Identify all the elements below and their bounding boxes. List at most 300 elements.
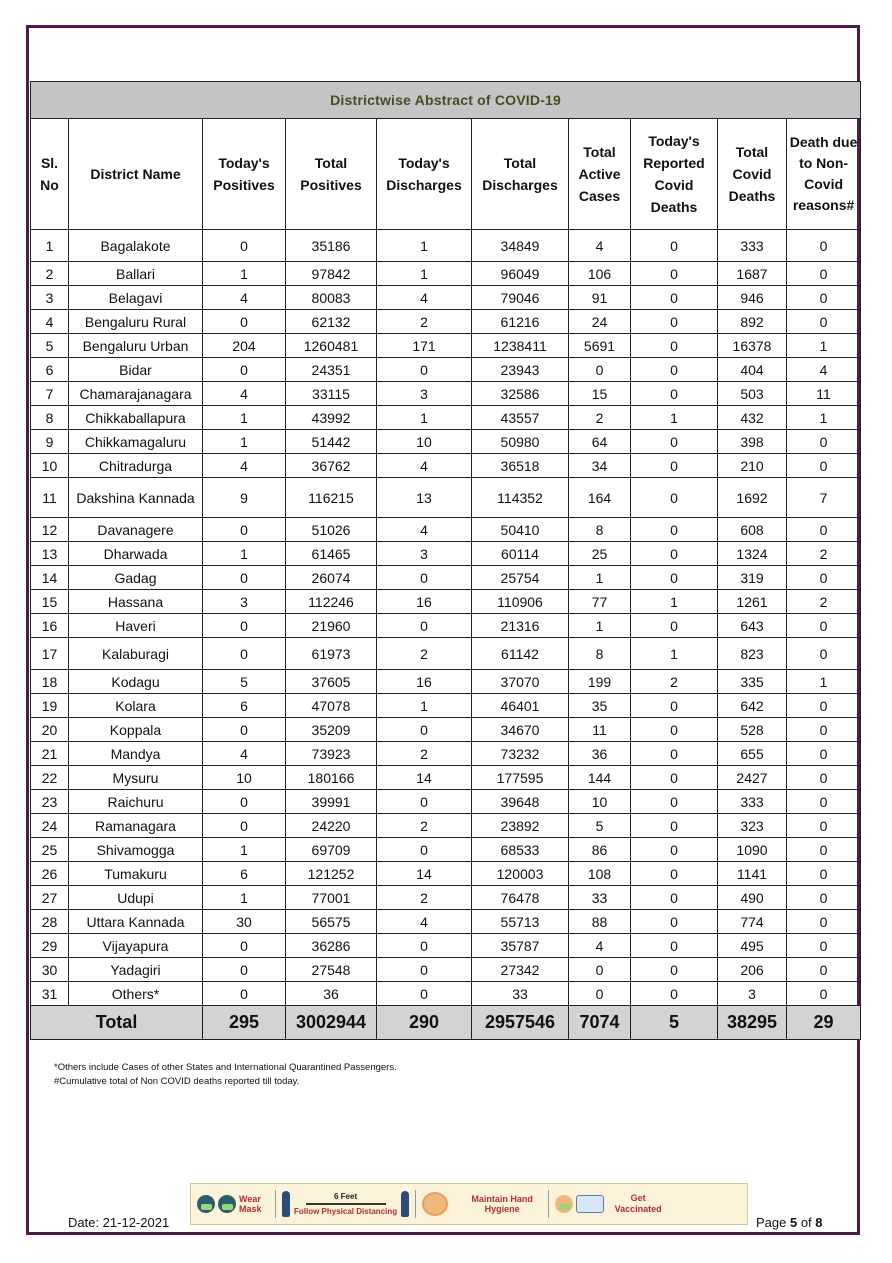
- table-row: [31, 910, 861, 934]
- cell-total-positives: 47078: [286, 694, 377, 718]
- cell-total-deaths: 1324: [718, 542, 787, 566]
- cell-sl-no: 13: [31, 542, 69, 566]
- cell-non-covid-deaths: 2: [787, 542, 861, 566]
- cell-total-deaths: 319: [718, 566, 787, 590]
- cell-active-cases: 10: [569, 790, 631, 814]
- cell-todays-discharges: 1: [377, 694, 472, 718]
- cell-active-cases: 34: [569, 454, 631, 478]
- table-row: [31, 454, 861, 478]
- cell-todays-discharges: 4: [377, 518, 472, 542]
- cell-non-covid-deaths: 0: [787, 518, 861, 542]
- cell-active-cases: 1: [569, 566, 631, 590]
- cell-total-discharges: 37070: [472, 670, 569, 694]
- cell-todays-positives: 204: [203, 334, 286, 358]
- cell-non-covid-deaths: 0: [787, 230, 861, 262]
- cell-non-covid-deaths: 0: [787, 286, 861, 310]
- covid-abstract-table: [30, 81, 861, 1040]
- cell-district-name: Vijayapura: [69, 934, 203, 958]
- distance-arrow-icon: [306, 1203, 386, 1205]
- cell-total-discharges: 32586: [472, 382, 569, 406]
- col-header-sl-no: Sl. No: [31, 119, 69, 230]
- page-prefix: Page: [756, 1215, 790, 1230]
- cell-todays-deaths: 0: [631, 518, 718, 542]
- cell-district-name: Others*: [69, 982, 203, 1006]
- cell-total-positives: 24351: [286, 358, 377, 382]
- patient-icon: [555, 1195, 573, 1213]
- cell-total-discharges: 23943: [472, 358, 569, 382]
- safety-banner: [190, 1183, 748, 1225]
- cell-total-deaths: 823: [718, 638, 787, 670]
- cell-total-deaths: 642: [718, 694, 787, 718]
- cell-todays-deaths: 0: [631, 694, 718, 718]
- cell-district-name: Chikkaballapura: [69, 406, 203, 430]
- col-header-non-covid-deaths: Death due to Non-Covid reasons#: [787, 119, 861, 230]
- cell-total-discharges: 79046: [472, 286, 569, 310]
- cell-sl-no: 16: [31, 614, 69, 638]
- cell-todays-positives: 0: [203, 790, 286, 814]
- cell-todays-deaths: 0: [631, 478, 718, 518]
- col-header-todays-deaths: Today's Reported Covid Deaths: [631, 119, 718, 230]
- cell-sl-no: 27: [31, 886, 69, 910]
- cell-sl-no: 2: [31, 262, 69, 286]
- cell-district-name: Gadag: [69, 566, 203, 590]
- cell-sl-no: 17: [31, 638, 69, 670]
- cell-total-discharges: 114352: [472, 478, 569, 518]
- cell-active-cases: 64: [569, 430, 631, 454]
- cell-todays-positives: 0: [203, 614, 286, 638]
- cell-total-positives: 112246: [286, 590, 377, 614]
- cell-total-deaths: 495: [718, 934, 787, 958]
- total-todays-deaths: 5: [631, 1006, 718, 1040]
- col-header-todays-positives: Today's Positives: [203, 119, 286, 230]
- cell-district-name: Bagalakote: [69, 230, 203, 262]
- cell-todays-discharges: 1: [377, 406, 472, 430]
- cell-district-name: Dakshina Kannada: [69, 478, 203, 518]
- table-body: [31, 230, 861, 1006]
- total-label: Total: [31, 1006, 203, 1040]
- total-todays-positives: 295: [203, 1006, 286, 1040]
- cell-sl-no: 28: [31, 910, 69, 934]
- cell-district-name: Davanagere: [69, 518, 203, 542]
- cell-total-deaths: 608: [718, 518, 787, 542]
- cell-total-discharges: 27342: [472, 958, 569, 982]
- cell-district-name: Shivamogga: [69, 838, 203, 862]
- cell-sl-no: 6: [31, 358, 69, 382]
- cell-todays-deaths: 0: [631, 358, 718, 382]
- cell-active-cases: 33: [569, 886, 631, 910]
- cell-active-cases: 5691: [569, 334, 631, 358]
- cell-district-name: Bengaluru Urban: [69, 334, 203, 358]
- cell-todays-discharges: 0: [377, 718, 472, 742]
- cell-district-name: Mysuru: [69, 766, 203, 790]
- cell-non-covid-deaths: 0: [787, 694, 861, 718]
- cell-non-covid-deaths: 0: [787, 982, 861, 1006]
- person-icon: [401, 1191, 409, 1217]
- total-total-positives: 3002944: [286, 1006, 377, 1040]
- cell-sl-no: 15: [31, 590, 69, 614]
- cell-todays-deaths: 0: [631, 838, 718, 862]
- cell-active-cases: 35: [569, 694, 631, 718]
- cell-total-positives: 121252: [286, 862, 377, 886]
- cell-total-positives: 61465: [286, 542, 377, 566]
- cell-todays-positives: 4: [203, 286, 286, 310]
- cell-todays-discharges: 2: [377, 638, 472, 670]
- cell-todays-deaths: 0: [631, 742, 718, 766]
- cell-total-discharges: 39648: [472, 790, 569, 814]
- cell-active-cases: 36: [569, 742, 631, 766]
- cell-total-positives: 180166: [286, 766, 377, 790]
- cell-total-positives: 43992: [286, 406, 377, 430]
- cell-non-covid-deaths: 0: [787, 862, 861, 886]
- cell-non-covid-deaths: 0: [787, 790, 861, 814]
- cell-todays-deaths: 0: [631, 982, 718, 1006]
- cell-total-positives: 62132: [286, 310, 377, 334]
- cell-district-name: Haveri: [69, 614, 203, 638]
- total-non-covid-deaths: 29: [787, 1006, 861, 1040]
- cell-non-covid-deaths: 1: [787, 334, 861, 358]
- table-row: [31, 478, 861, 518]
- cell-todays-positives: 6: [203, 694, 286, 718]
- cell-total-deaths: 432: [718, 406, 787, 430]
- cell-sl-no: 30: [31, 958, 69, 982]
- cell-sl-no: 22: [31, 766, 69, 790]
- cell-todays-discharges: 0: [377, 838, 472, 862]
- cell-total-deaths: 206: [718, 958, 787, 982]
- distancing-label: Follow Physical Distancing: [294, 1207, 398, 1216]
- cell-active-cases: 108: [569, 862, 631, 886]
- cell-todays-deaths: 0: [631, 286, 718, 310]
- cell-total-positives: 61973: [286, 638, 377, 670]
- cell-todays-discharges: 2: [377, 814, 472, 838]
- cell-active-cases: 91: [569, 286, 631, 310]
- cell-sl-no: 26: [31, 862, 69, 886]
- col-header-district: District Name: [69, 119, 203, 230]
- cell-todays-discharges: 0: [377, 934, 472, 958]
- header-row: [31, 119, 861, 230]
- cell-todays-discharges: 0: [377, 566, 472, 590]
- cell-todays-positives: 0: [203, 566, 286, 590]
- cell-total-deaths: 2427: [718, 766, 787, 790]
- cell-todays-positives: 1: [203, 542, 286, 566]
- cell-total-discharges: 50410: [472, 518, 569, 542]
- cell-total-positives: 51026: [286, 518, 377, 542]
- cell-todays-discharges: 1: [377, 230, 472, 262]
- cell-total-discharges: 61216: [472, 310, 569, 334]
- cell-todays-deaths: 0: [631, 430, 718, 454]
- cell-todays-discharges: 4: [377, 910, 472, 934]
- cell-todays-deaths: 2: [631, 670, 718, 694]
- cell-todays-deaths: 0: [631, 310, 718, 334]
- table-row: [31, 518, 861, 542]
- cell-total-positives: 77001: [286, 886, 377, 910]
- table-row: [31, 566, 861, 590]
- cell-todays-deaths: 0: [631, 262, 718, 286]
- cell-active-cases: 106: [569, 262, 631, 286]
- cell-todays-deaths: 0: [631, 814, 718, 838]
- cell-non-covid-deaths: 11: [787, 382, 861, 406]
- cell-district-name: Bengaluru Rural: [69, 310, 203, 334]
- table-row: [31, 382, 861, 406]
- cell-non-covid-deaths: 0: [787, 718, 861, 742]
- table-row: [31, 934, 861, 958]
- cell-non-covid-deaths: 0: [787, 958, 861, 982]
- cell-todays-discharges: 171: [377, 334, 472, 358]
- cell-todays-discharges: 3: [377, 542, 472, 566]
- cell-active-cases: 5: [569, 814, 631, 838]
- cell-total-deaths: 333: [718, 790, 787, 814]
- cell-non-covid-deaths: 0: [787, 638, 861, 670]
- page-number: [756, 1215, 823, 1230]
- cell-active-cases: 15: [569, 382, 631, 406]
- cell-todays-discharges: 10: [377, 430, 472, 454]
- table-row: [31, 718, 861, 742]
- cell-district-name: Chitradurga: [69, 454, 203, 478]
- cell-todays-positives: 0: [203, 358, 286, 382]
- cell-todays-deaths: 0: [631, 566, 718, 590]
- table-row: [31, 742, 861, 766]
- table-row: [31, 406, 861, 430]
- cell-total-deaths: 3: [718, 982, 787, 1006]
- cell-todays-positives: 30: [203, 910, 286, 934]
- vaccine-icon: [576, 1195, 604, 1213]
- cell-district-name: Kalaburagi: [69, 638, 203, 670]
- person-icon: [282, 1191, 290, 1217]
- cell-todays-deaths: 1: [631, 406, 718, 430]
- cell-non-covid-deaths: 0: [787, 814, 861, 838]
- cell-todays-deaths: 0: [631, 614, 718, 638]
- cell-total-discharges: 25754: [472, 566, 569, 590]
- cell-total-deaths: 323: [718, 814, 787, 838]
- cell-total-deaths: 335: [718, 670, 787, 694]
- cell-total-deaths: 404: [718, 358, 787, 382]
- cell-sl-no: 31: [31, 982, 69, 1006]
- cell-active-cases: 77: [569, 590, 631, 614]
- table-row: [31, 230, 861, 262]
- cell-total-discharges: 34670: [472, 718, 569, 742]
- cell-non-covid-deaths: 0: [787, 742, 861, 766]
- cell-todays-positives: 6: [203, 862, 286, 886]
- cell-active-cases: 0: [569, 358, 631, 382]
- cell-sl-no: 14: [31, 566, 69, 590]
- cell-total-positives: 69709: [286, 838, 377, 862]
- cell-todays-discharges: 14: [377, 766, 472, 790]
- cell-district-name: Mandya: [69, 742, 203, 766]
- cell-todays-positives: 0: [203, 310, 286, 334]
- table-title: Districtwise Abstract of COVID-19: [31, 82, 861, 119]
- cell-total-positives: 24220: [286, 814, 377, 838]
- cell-todays-positives: 4: [203, 454, 286, 478]
- cell-district-name: Yadagiri: [69, 958, 203, 982]
- page-current: 5: [789, 1215, 798, 1230]
- cell-total-deaths: 643: [718, 614, 787, 638]
- cell-todays-positives: 0: [203, 718, 286, 742]
- table-row: [31, 814, 861, 838]
- cell-sl-no: 1: [31, 230, 69, 262]
- cell-district-name: Udupi: [69, 886, 203, 910]
- cell-total-discharges: 55713: [472, 910, 569, 934]
- table-row: [31, 766, 861, 790]
- cell-non-covid-deaths: 0: [787, 766, 861, 790]
- cell-active-cases: 86: [569, 838, 631, 862]
- cell-non-covid-deaths: 0: [787, 838, 861, 862]
- cell-district-name: Belagavi: [69, 286, 203, 310]
- cell-todays-positives: 9: [203, 478, 286, 518]
- cell-sl-no: 21: [31, 742, 69, 766]
- cell-total-positives: 21960: [286, 614, 377, 638]
- cell-total-deaths: 1261: [718, 590, 787, 614]
- cell-total-discharges: 61142: [472, 638, 569, 670]
- cell-total-discharges: 21316: [472, 614, 569, 638]
- cell-todays-discharges: 0: [377, 614, 472, 638]
- cell-total-deaths: 1141: [718, 862, 787, 886]
- cell-todays-deaths: 0: [631, 886, 718, 910]
- total-total-discharges: 2957546: [472, 1006, 569, 1040]
- masked-face-icon: [218, 1195, 236, 1213]
- cell-todays-positives: 0: [203, 638, 286, 670]
- wear-mask-segment: [191, 1184, 275, 1224]
- cell-total-positives: 36: [286, 982, 377, 1006]
- cell-todays-deaths: 0: [631, 910, 718, 934]
- cell-todays-positives: 0: [203, 934, 286, 958]
- cell-total-discharges: 68533: [472, 838, 569, 862]
- cell-active-cases: 25: [569, 542, 631, 566]
- table-row: [31, 694, 861, 718]
- cell-district-name: Ramanagara: [69, 814, 203, 838]
- cell-total-discharges: 60114: [472, 542, 569, 566]
- cell-total-deaths: 398: [718, 430, 787, 454]
- table-row: [31, 982, 861, 1006]
- cell-sl-no: 25: [31, 838, 69, 862]
- hand-wash-icon: [422, 1192, 448, 1216]
- cell-non-covid-deaths: 4: [787, 358, 861, 382]
- table-row: [31, 790, 861, 814]
- cell-total-discharges: 96049: [472, 262, 569, 286]
- cell-total-positives: 35186: [286, 230, 377, 262]
- footnote-others: *Others include Cases of other States and International Quarantined Passengers.: [54, 1062, 397, 1073]
- cell-todays-positives: 0: [203, 518, 286, 542]
- cell-todays-deaths: 1: [631, 638, 718, 670]
- cell-total-discharges: 50980: [472, 430, 569, 454]
- wear-mask-label: Wear Mask: [239, 1194, 262, 1214]
- table-row: [31, 310, 861, 334]
- cell-todays-deaths: 0: [631, 862, 718, 886]
- cell-sl-no: 19: [31, 694, 69, 718]
- cell-total-positives: 36286: [286, 934, 377, 958]
- cell-total-discharges: 33: [472, 982, 569, 1006]
- page-total: 8: [815, 1215, 823, 1230]
- cell-active-cases: 11: [569, 718, 631, 742]
- cell-todays-deaths: 0: [631, 790, 718, 814]
- total-covid-deaths: 38295: [718, 1006, 787, 1040]
- total-todays-discharges: 290: [377, 1006, 472, 1040]
- footnotes: [54, 1061, 397, 1089]
- cell-district-name: Chikkamagaluru: [69, 430, 203, 454]
- cell-total-deaths: 210: [718, 454, 787, 478]
- total-row: [31, 1006, 861, 1040]
- cell-total-discharges: 34849: [472, 230, 569, 262]
- table-row: [31, 638, 861, 670]
- cell-non-covid-deaths: 0: [787, 886, 861, 910]
- cell-todays-positives: 0: [203, 230, 286, 262]
- table-row: [31, 838, 861, 862]
- distance-indicator: [294, 1192, 397, 1216]
- table-row: [31, 542, 861, 566]
- cell-total-positives: 39991: [286, 790, 377, 814]
- cell-todays-positives: 1: [203, 430, 286, 454]
- cell-todays-positives: 0: [203, 814, 286, 838]
- cell-todays-positives: 4: [203, 742, 286, 766]
- col-header-total-deaths: Total Covid Deaths: [718, 119, 787, 230]
- cell-non-covid-deaths: 0: [787, 614, 861, 638]
- cell-todays-deaths: 0: [631, 334, 718, 358]
- cell-district-name: Hassana: [69, 590, 203, 614]
- cell-total-discharges: 23892: [472, 814, 569, 838]
- cell-todays-deaths: 0: [631, 454, 718, 478]
- cell-total-discharges: 177595: [472, 766, 569, 790]
- cell-sl-no: 9: [31, 430, 69, 454]
- cell-todays-discharges: 3: [377, 382, 472, 406]
- cell-active-cases: 1: [569, 614, 631, 638]
- cell-todays-positives: 1: [203, 886, 286, 910]
- cell-district-name: Koppala: [69, 718, 203, 742]
- cell-todays-discharges: 0: [377, 958, 472, 982]
- cell-non-covid-deaths: 0: [787, 454, 861, 478]
- cell-todays-discharges: 2: [377, 310, 472, 334]
- cell-total-discharges: 35787: [472, 934, 569, 958]
- cell-sl-no: 23: [31, 790, 69, 814]
- cell-total-discharges: 73232: [472, 742, 569, 766]
- cell-active-cases: 8: [569, 638, 631, 670]
- cell-non-covid-deaths: 1: [787, 670, 861, 694]
- cell-todays-deaths: 0: [631, 382, 718, 406]
- cell-total-discharges: 1238411: [472, 334, 569, 358]
- cell-todays-discharges: 2: [377, 742, 472, 766]
- cell-sl-no: 24: [31, 814, 69, 838]
- cell-total-positives: 97842: [286, 262, 377, 286]
- masked-face-icon: [197, 1195, 215, 1213]
- cell-sl-no: 5: [31, 334, 69, 358]
- cell-total-positives: 37605: [286, 670, 377, 694]
- cell-todays-positives: 1: [203, 262, 286, 286]
- cell-total-positives: 1260481: [286, 334, 377, 358]
- cell-active-cases: 164: [569, 478, 631, 518]
- cell-todays-positives: 0: [203, 958, 286, 982]
- cell-total-deaths: 1687: [718, 262, 787, 286]
- cell-total-deaths: 1692: [718, 478, 787, 518]
- table-row: [31, 614, 861, 638]
- cell-total-discharges: 120003: [472, 862, 569, 886]
- table-row: [31, 886, 861, 910]
- cell-todays-positives: 0: [203, 982, 286, 1006]
- page-of: of: [797, 1215, 816, 1230]
- cell-total-deaths: 528: [718, 718, 787, 742]
- report-date: Date: 21-12-2021: [68, 1215, 170, 1230]
- cell-active-cases: 144: [569, 766, 631, 790]
- cell-active-cases: 4: [569, 934, 631, 958]
- cell-non-covid-deaths: 0: [787, 430, 861, 454]
- table-row: [31, 670, 861, 694]
- cell-todays-discharges: 4: [377, 286, 472, 310]
- cell-sl-no: 3: [31, 286, 69, 310]
- vaccinated-label: Get Vaccinated: [614, 1193, 662, 1214]
- cell-district-name: Raichuru: [69, 790, 203, 814]
- cell-todays-positives: 5: [203, 670, 286, 694]
- cell-todays-deaths: 1: [631, 590, 718, 614]
- cell-todays-discharges: 1: [377, 262, 472, 286]
- cell-district-name: Chamarajanagara: [69, 382, 203, 406]
- cell-district-name: Tumakuru: [69, 862, 203, 886]
- cell-todays-discharges: 0: [377, 982, 472, 1006]
